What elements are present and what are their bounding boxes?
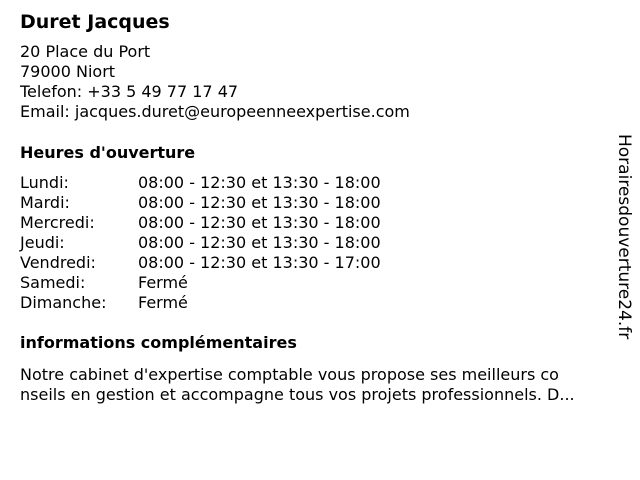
hours-row <box>20 173 381 193</box>
hours-row <box>20 293 381 313</box>
day-label: Jeudi: <box>20 233 65 252</box>
hours-row <box>20 253 381 273</box>
hours-row <box>20 193 381 213</box>
day-label: Lundi: <box>20 173 69 192</box>
phone-number[interactable]: +33 5 49 77 17 47 <box>87 82 239 101</box>
day-label: Mardi: <box>20 193 70 212</box>
opening-hours-heading: Heures d'ouverture <box>20 143 196 162</box>
day-hours: 08:00 - 12:30 et 13:30 - 18:00 <box>138 193 381 212</box>
opening-hours-table <box>20 173 381 313</box>
day-label: Samedi: <box>20 273 86 292</box>
day-label: Mercredi: <box>20 213 95 232</box>
day-hours: 08:00 - 12:30 et 13:30 - 18:00 <box>138 233 381 252</box>
hours-row <box>20 213 381 233</box>
email-line <box>20 102 610 122</box>
additional-info-text <box>20 365 620 405</box>
business-name: Duret Jacques <box>20 11 170 33</box>
day-hours: 08:00 - 12:30 et 13:30 - 17:00 <box>138 253 381 272</box>
site-watermark: Horairesdouverture24.fr <box>614 134 634 340</box>
info-text-line: nseils en gestion et accompagne tous vos projets professionnels. D... <box>20 385 575 404</box>
address-city: 79000 Niort <box>20 62 116 81</box>
day-hours: 08:00 - 12:30 et 13:30 - 18:00 <box>138 213 381 232</box>
day-label: Dimanche: <box>20 293 107 312</box>
day-label: Vendredi: <box>20 253 96 272</box>
hours-row <box>20 233 381 253</box>
day-hours: Fermé <box>138 293 188 312</box>
phone-line <box>20 82 610 102</box>
address-street: 20 Place du Port <box>20 42 151 61</box>
day-hours: Fermé <box>138 273 188 292</box>
info-text-line: Notre cabinet d'expertise comptable vous propose ses meilleurs co <box>20 365 559 384</box>
additional-info-heading: informations complémentaires <box>20 333 297 352</box>
day-hours: 08:00 - 12:30 et 13:30 - 18:00 <box>138 173 381 192</box>
email-address[interactable]: jacques.duret@europeenneexpertise.com <box>74 102 410 121</box>
hours-row <box>20 273 381 293</box>
phone-label: Telefon: <box>20 82 83 101</box>
business-card <box>20 10 610 405</box>
email-label: Email: <box>20 102 70 121</box>
